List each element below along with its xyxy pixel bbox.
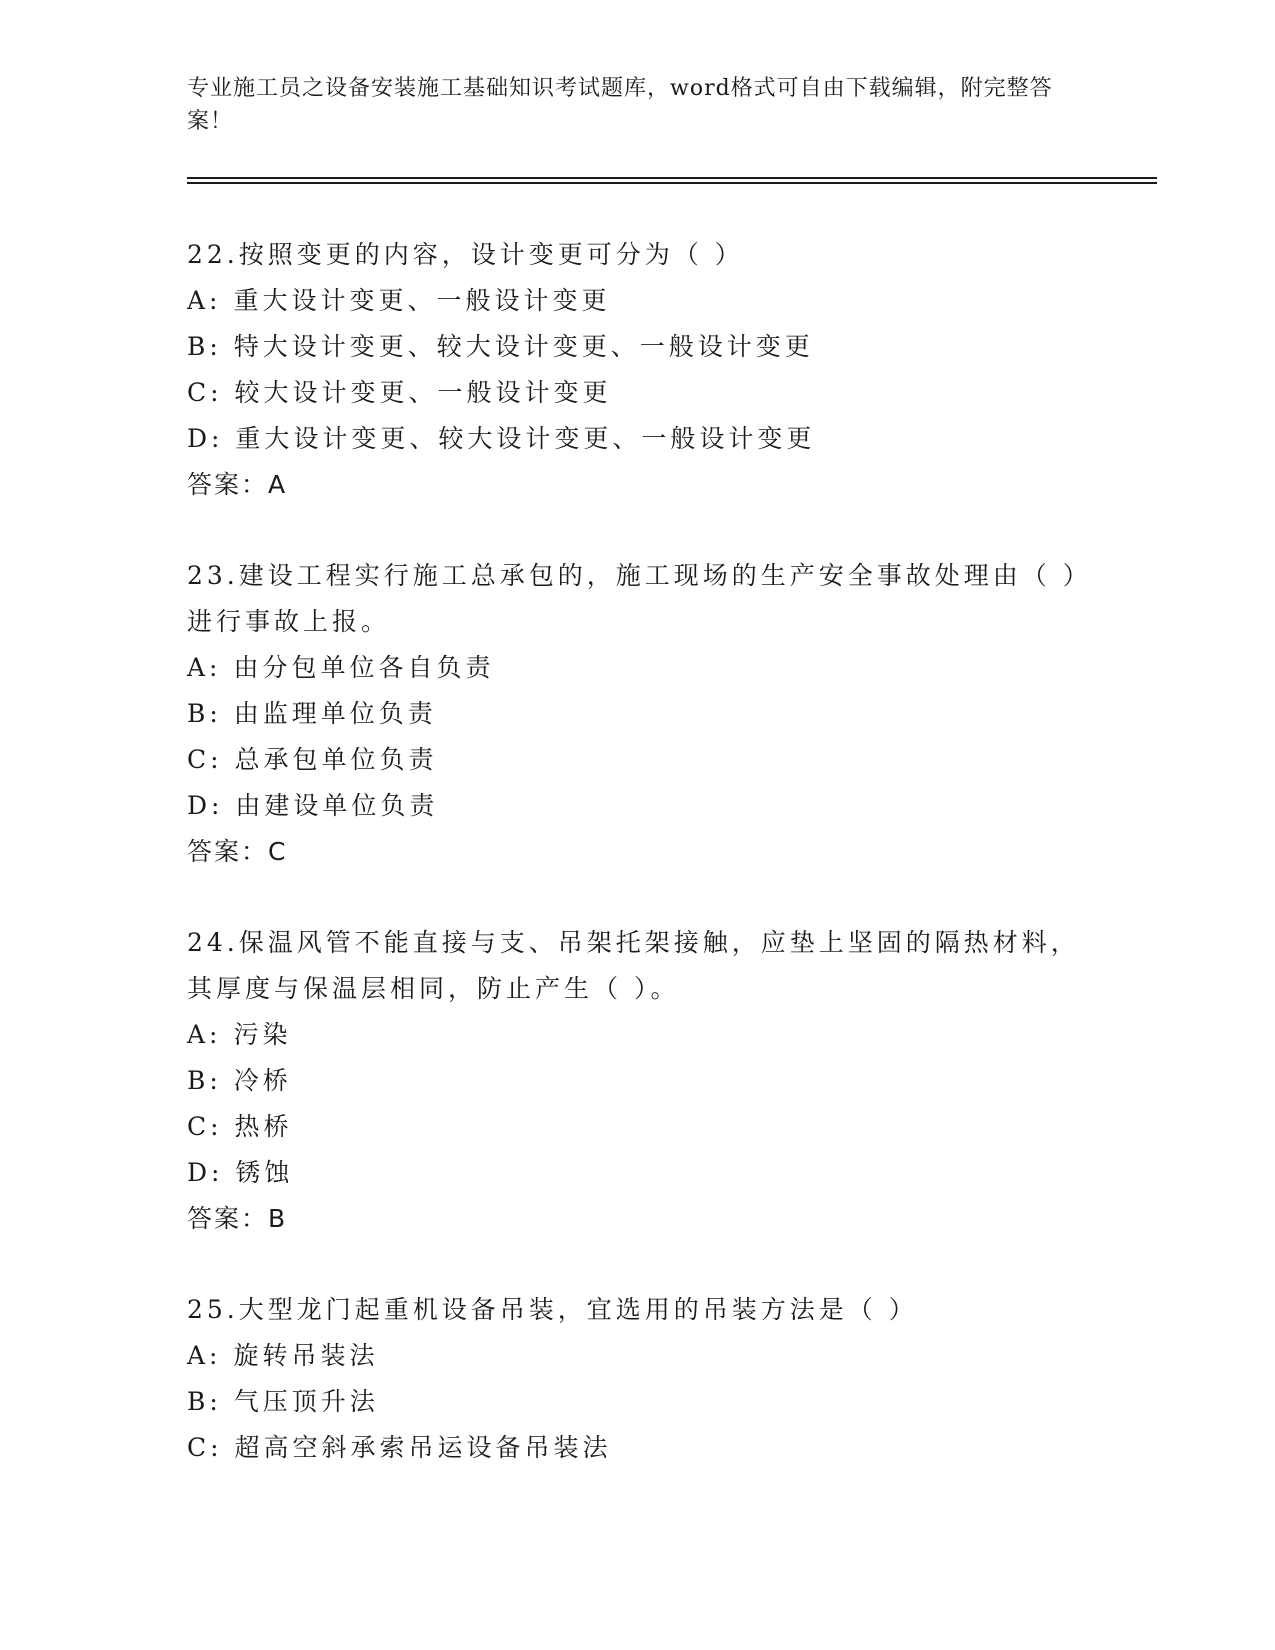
option-letter: D: bbox=[187, 424, 224, 453]
option-letter: A: bbox=[187, 286, 222, 315]
option-letter: C: bbox=[187, 745, 223, 774]
option-letter: A: bbox=[187, 1341, 222, 1370]
option-b bbox=[187, 324, 1087, 370]
option-text: 重大设计变更、较大设计变更、一般设计变更 bbox=[235, 424, 816, 453]
question-stem: 24.保温风管不能直接与支、吊架托架接触，应垫上坚固的隔热材料，其厚度与保温层相同，防止产生（ ）。 bbox=[187, 928, 1080, 1003]
question-list bbox=[187, 232, 1087, 1516]
option-b bbox=[187, 1379, 1087, 1425]
option-letter: A: bbox=[187, 653, 222, 682]
option-text: 气压顶升法 bbox=[233, 1387, 379, 1416]
option-text: 由建设单位负责 bbox=[235, 791, 439, 820]
answer-line: 答案：B bbox=[187, 1204, 288, 1233]
option-d bbox=[187, 783, 1087, 829]
option-letter: D: bbox=[187, 1158, 224, 1187]
question-24 bbox=[187, 920, 1087, 1242]
option-d bbox=[187, 416, 1087, 462]
option-letter: D: bbox=[187, 791, 224, 820]
question-22 bbox=[187, 232, 1087, 508]
question-25 bbox=[187, 1287, 1087, 1471]
option-letter: B: bbox=[187, 1066, 222, 1095]
answer-line: 答案：A bbox=[187, 470, 288, 499]
option-a bbox=[187, 645, 1087, 691]
question-stem: 23.建设工程实行施工总承包的，施工现场的生产安全事故处理由（ ）进行事故上报。 bbox=[187, 561, 1080, 636]
option-c bbox=[187, 1104, 1087, 1150]
option-text: 较大设计变更、一般设计变更 bbox=[234, 378, 612, 407]
option-c bbox=[187, 737, 1087, 783]
option-text: 重大设计变更、一般设计变更 bbox=[233, 286, 611, 315]
option-letter: C: bbox=[187, 378, 223, 407]
option-d bbox=[187, 1150, 1087, 1196]
option-a bbox=[187, 1333, 1087, 1379]
option-text: 冷桥 bbox=[233, 1066, 292, 1095]
option-letter: B: bbox=[187, 1387, 222, 1416]
option-letter: C: bbox=[187, 1433, 223, 1462]
option-text: 由分包单位各自负责 bbox=[233, 653, 495, 682]
header-divider-top bbox=[187, 177, 1157, 179]
option-letter: C: bbox=[187, 1112, 223, 1141]
option-b bbox=[187, 691, 1087, 737]
option-letter: A: bbox=[187, 1020, 222, 1049]
option-text: 由监理单位负责 bbox=[233, 699, 437, 728]
option-text: 污染 bbox=[233, 1020, 292, 1049]
option-c bbox=[187, 1425, 1087, 1471]
document-intro: 专业施工员之设备安装施工基础知识考试题库，word格式可自由下载编辑，附完整答案！ bbox=[187, 76, 1053, 134]
question-stem: 22.按照变更的内容，设计变更可分为（ ） bbox=[187, 240, 744, 269]
option-letter: B: bbox=[187, 332, 222, 361]
option-text: 总承包单位负责 bbox=[234, 745, 438, 774]
option-text: 旋转吊装法 bbox=[233, 1341, 379, 1370]
option-text: 特大设计变更、较大设计变更、一般设计变更 bbox=[233, 332, 814, 361]
option-text: 锈蚀 bbox=[235, 1158, 294, 1187]
header-divider-bottom bbox=[187, 182, 1157, 184]
option-letter: B: bbox=[187, 699, 222, 728]
answer-line: 答案：C bbox=[187, 837, 288, 866]
question-stem: 25.大型龙门起重机设备吊装，宜选用的吊装方法是（ ） bbox=[187, 1295, 918, 1324]
option-b bbox=[187, 1058, 1087, 1104]
option-c bbox=[187, 370, 1087, 416]
option-a bbox=[187, 278, 1087, 324]
option-text: 超高空斜承索吊运设备吊装法 bbox=[234, 1433, 612, 1462]
question-23 bbox=[187, 553, 1087, 875]
option-a bbox=[187, 1012, 1087, 1058]
option-text: 热桥 bbox=[234, 1112, 293, 1141]
